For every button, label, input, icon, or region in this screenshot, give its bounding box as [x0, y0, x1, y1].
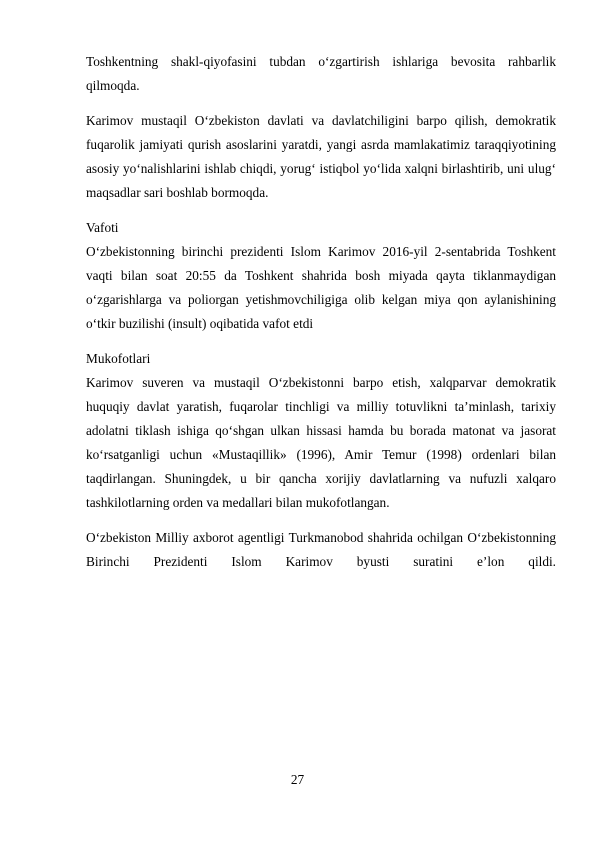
heading-mukofotlari: Mukofotlari	[86, 351, 151, 366]
paragraph-karimov-achievements: Karimov mustaqil Oʻzbekiston davlati va davlatchiligini barpo qilish, demokratik fuqarolik jamiyati qurish asoslarini yaratdi, yangi asrda mamlakatimiz taraqqiyotining asosiy yoʻnalishlarini ishlab chiqdi, yorugʻ istiqbol yoʻlida xalqni birlashtirib, uni ulugʻ maqsadlar sari boshlab bormoqda.	[86, 113, 556, 200]
paragraph-bust: O‘zbekiston Milliy axborot agentligi Turkmanobod shahrida ochilgan O‘zbekistonning Birinchi Prezidenti Islom Karimov byusti suratini e’lon qildi.	[86, 530, 556, 569]
paragraph-toshkent: Toshkentning shakl-qiyofasini tubdan oʻzgartirish ishlariga bevosita rahbarlik qilmoqda.	[86, 54, 556, 93]
document-page	[86, 50, 556, 585]
paragraph-awards: Karimov suveren va mustaqil Oʻzbekistonni barpo etish, xalqparvar demokratik huquqiy davlat yaratish, fuqarolar tinchligi va milliy totuvlikni taʼminlash, tarixiy adolatni tiklash ishiga qoʻshgan ulkan hissasi hamda bu borada matonat va jasorat koʻrsatganligi uchun «Mustaqillik» (1996), Amir Temur (1998) ordenlari bilan taqdirlangan. Shuningdek, u bir qancha xorijiy davlatlarning va nufuzli xalqaro tashkilotlarning orden va medallari bilan mukofotlangan.	[86, 375, 556, 510]
heading-vafoti: Vafoti	[86, 220, 119, 235]
page-number: 27	[290, 772, 305, 787]
paragraph-death: Oʻzbekistonning birinchi prezidenti Islom Karimov 2016-yil 2-sentabrida Toshkent vaqti bilan soat 20:55 da Toshkent shahrida bosh miyada qayta tiklanmaydigan oʻzgarishlarga va poliorgan yetishmovchiligiga olib kelgan miya qon aylanishining oʻtkir buzilishi (insult) oqibatida vafot etdi	[86, 244, 556, 331]
